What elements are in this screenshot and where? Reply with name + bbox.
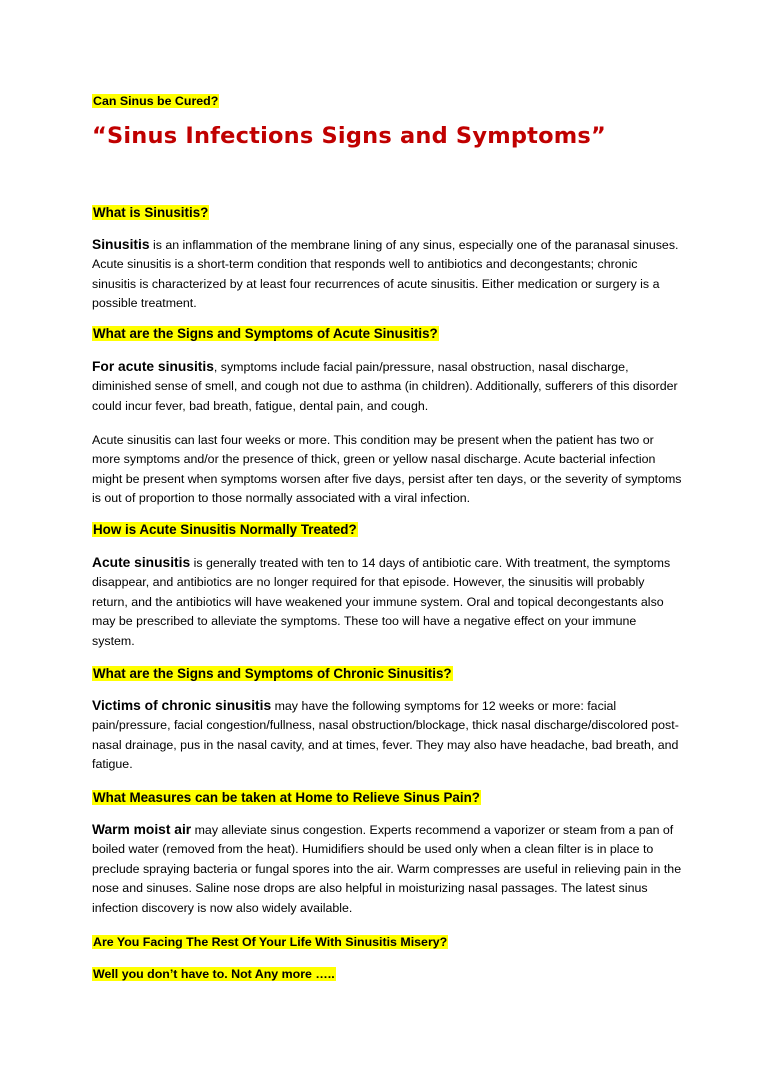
- paragraph-text: Acute sinusitis can last four weeks or more. This condition may be present when the patient has two or more symptoms and/or the presence of thick, green or yellow nasal discharge. Acute bacterial infection might be present when symptoms worsen after five days, persist after ten days, or the severity of symptoms is out of proportion to those normally associated with a viral infection.: [92, 433, 682, 506]
- paragraph-text: is generally treated with ten to 14 days of antibiotic care. With treatment, the symptoms disappear, and antibiotics are no longer required for that episode. However, the sinusitis will probably return, and the antibiotics will have weakened your immune system. Oral and topical decongestants also may be prescribed to alleviate the symptoms. These too will have a negative effect on your immune system.: [92, 556, 671, 648]
- paragraph: [92, 696, 682, 775]
- paragraph: [92, 357, 682, 416]
- paragraph: [92, 235, 682, 314]
- paragraph-lead: Acute sinusitis: [92, 555, 191, 570]
- paragraph-text: may alleviate sinus congestion. Experts recommend a vaporizer or steam from a pan of boiled water (removed from the heat). Humidifiers should be used only when a clean filter is in place to preclude spraying bacteria or fungal spores into the air. Warm compresses are useful in relieving pain in the nose and sinuses. Saline nose drops are also helpful in moisturizing nasal passages. The latest sinus infection discovery is now also widely available.: [92, 823, 682, 915]
- heading-highlight: What are the Signs and Symptoms of Acute Sinusitis?: [93, 326, 438, 341]
- section-heading: [92, 521, 358, 539]
- section-heading: [92, 204, 209, 222]
- paragraph-lead: Sinusitis: [92, 237, 150, 252]
- closing-line: [92, 933, 448, 951]
- paragraph: [92, 553, 682, 651]
- heading-highlight: What is Sinusitis?: [93, 205, 209, 220]
- heading-highlight: How is Acute Sinusitis Normally Treated?: [93, 522, 357, 537]
- paragraph-text: , symptoms include facial pain/pressure, nasal obstruction, nasal discharge, diminished sense of smell, and cough not due to asthma (in children). Additionally, sufferers of this disorder could incur fever, bad breath, fatigue, dental pain, and cough.: [92, 360, 678, 413]
- heading-highlight: What Measures can be taken at Home to Relieve Sinus Pain?: [93, 790, 480, 805]
- paragraph: [92, 431, 682, 509]
- paragraph-text: may have the following symptoms for 12 weeks or more: facial pain/pressure, facial congestion/fullness, nasal obstruction/blockage, thick nasal discharge/discolored post-nasal drainage, pus in the nasal cavity, and at times, fever. They may also have headache, bad breath, and fatigue.: [92, 699, 679, 772]
- paragraph-text: is an inflammation of the membrane lining of any sinus, especially one of the paranasal sinuses. Acute sinusitis is a short-term condition that responds well to antibiotics and decongestants; chronic sinusitis is characterized by at least four recurrences of acute sinusitis. Either medication or surgery is a possible treatment.: [92, 238, 679, 311]
- paragraph-lead: Warm moist air: [92, 822, 192, 837]
- section-heading: [92, 665, 453, 683]
- closing-highlight: Well you don’t have to. Not Any more …..: [93, 967, 335, 981]
- section-heading: [92, 325, 439, 343]
- paragraph: [92, 820, 682, 918]
- closing-line: [92, 965, 336, 983]
- heading-highlight: What are the Signs and Symptoms of Chronic Sinusitis?: [93, 666, 452, 681]
- section-heading: [92, 789, 481, 807]
- kicker: [92, 92, 219, 110]
- paragraph-lead: For acute sinusitis: [92, 359, 214, 374]
- closing-highlight: Are You Facing The Rest Of Your Life With Sinusitis Misery?: [93, 935, 448, 949]
- document-title: “Sinus Infections Signs and Symptoms”: [92, 123, 606, 149]
- paragraph-lead: Victims of chronic sinusitis: [92, 698, 272, 713]
- kicker-highlight: Can Sinus be Cured?: [93, 94, 219, 108]
